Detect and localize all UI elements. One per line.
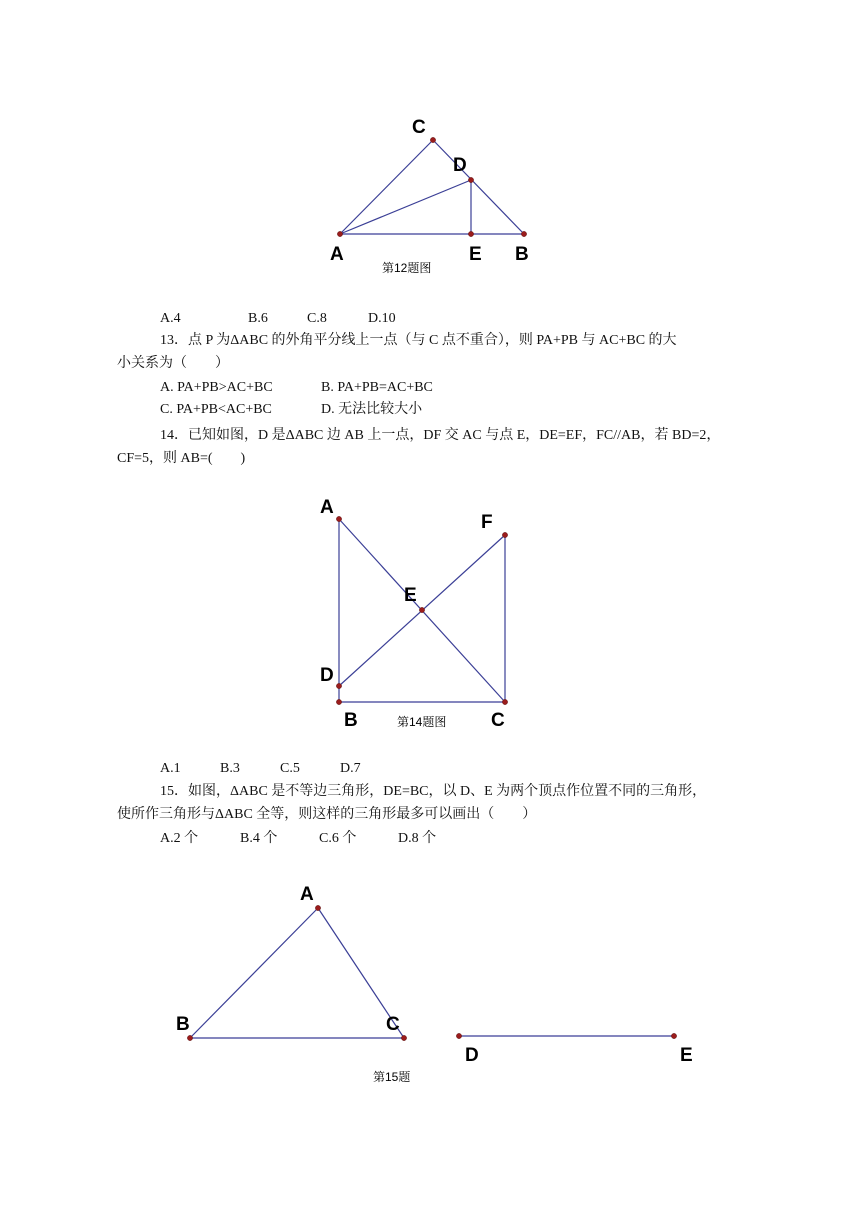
point-b xyxy=(521,231,526,236)
point-a xyxy=(337,231,342,236)
q12-option-b: B.6 xyxy=(248,311,268,326)
point-f xyxy=(502,532,507,537)
q12-options xyxy=(160,308,396,330)
point-e xyxy=(671,1033,676,1038)
point-b xyxy=(187,1035,192,1040)
point-c xyxy=(401,1035,406,1040)
label-f: F xyxy=(481,512,493,533)
figure-15 xyxy=(0,860,860,1100)
q13-option-a: A. PA+PB>AC+BC xyxy=(160,380,273,395)
label-c: C xyxy=(412,117,426,138)
q13-options-row2 xyxy=(160,399,422,421)
label-c: C xyxy=(491,710,505,731)
segment-ac xyxy=(340,140,433,234)
q14-option-a: A.1 xyxy=(160,761,181,776)
label-e: E xyxy=(469,244,482,265)
label-e: E xyxy=(680,1045,693,1066)
segment-ab xyxy=(190,908,318,1038)
figure-12 xyxy=(0,0,860,290)
q15-stem-line2: 使所作三角形与ΔABC 全等，则这样的三角形最多可以画出（ ） xyxy=(117,807,537,822)
label-a: A xyxy=(320,497,334,518)
q15-option-d: D.8 个 xyxy=(398,831,437,846)
q15-options xyxy=(160,828,436,850)
q15-option-b: B.4 个 xyxy=(240,831,278,846)
segment-cb xyxy=(433,140,524,234)
q14-option-d: D.7 xyxy=(340,761,361,776)
q13-option-c: C. PA+PB<AC+BC xyxy=(160,402,272,417)
q13-option-b: B. PA+PB=AC+BC xyxy=(321,380,433,395)
q14-option-b: B.3 xyxy=(220,761,240,776)
q13-options-row1 xyxy=(160,377,433,399)
point-e xyxy=(419,607,424,612)
q13-option-d: D. 无法比较大小 xyxy=(321,402,423,417)
q12-option-d: D.10 xyxy=(368,311,396,326)
label-a: A xyxy=(330,244,344,265)
label-e: E xyxy=(404,585,417,606)
figure-15-caption: 第15题 xyxy=(373,1070,411,1084)
point-d xyxy=(336,683,341,688)
point-e xyxy=(468,231,473,236)
figure-12-caption: 第12题图 xyxy=(382,261,432,275)
label-d: D xyxy=(465,1045,479,1066)
q12-option-c: C.8 xyxy=(307,311,327,326)
q15-option-c: C.6 个 xyxy=(319,831,357,846)
point-d xyxy=(456,1033,461,1038)
label-d: D xyxy=(453,155,467,176)
q13-stem-line2: 小关系为（ ） xyxy=(117,356,229,371)
segment-ad xyxy=(340,180,471,234)
point-c xyxy=(430,137,435,142)
point-a xyxy=(315,905,320,910)
point-a xyxy=(336,516,341,521)
q14-stem-line2: CF=5，则 AB=( ) xyxy=(117,451,246,466)
label-b: B xyxy=(176,1014,190,1035)
q14-option-c: C.5 xyxy=(280,761,300,776)
point-c xyxy=(502,699,507,704)
q12-option-a: A.4 xyxy=(160,311,181,326)
label-d: D xyxy=(320,665,334,686)
figure-14-caption: 第14题图 xyxy=(397,715,447,729)
figure-14 xyxy=(0,480,860,745)
q15-stem-line1: 15．如图，ΔABC 是不等边三角形，DE=BC，以 D、E 为两个顶点作位置不同的三角形， xyxy=(160,784,707,799)
q15-option-a: A.2 个 xyxy=(160,831,199,846)
q14-stem-line1: 14．已知如图，D 是ΔABC 边 AB 上一点，DF 交 AC 与点 E，DE=EF，FC//AB，若 BD=2， xyxy=(160,428,721,443)
label-a: A xyxy=(300,884,314,905)
point-d xyxy=(468,177,473,182)
label-b: B xyxy=(344,710,358,731)
q14-options xyxy=(160,758,361,780)
label-b: B xyxy=(515,244,529,265)
label-c: C xyxy=(386,1014,400,1035)
point-b xyxy=(336,699,341,704)
q13-stem-line1: 13．点 P 为ΔABC 的外角平分线上一点（与 C 点不重合），则 PA+PB 与 AC+BC 的大 xyxy=(160,333,677,348)
